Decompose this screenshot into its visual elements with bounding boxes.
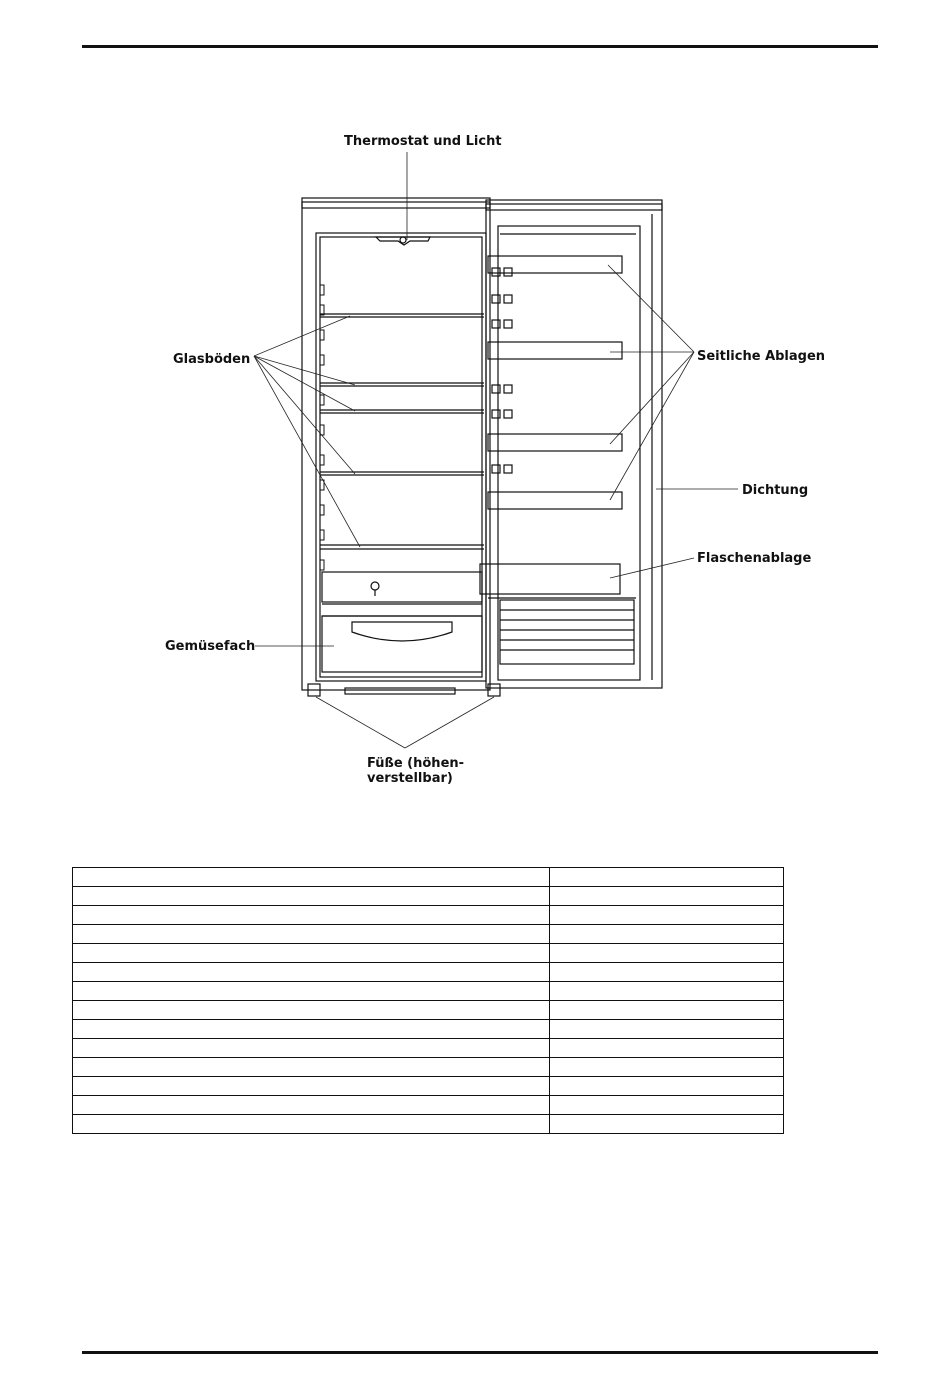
cabinet-inner-2 xyxy=(320,237,482,677)
table-row xyxy=(73,1077,784,1096)
table-cell-value xyxy=(550,906,784,925)
table-cell-value xyxy=(550,1039,784,1058)
table-cell-value xyxy=(550,944,784,963)
table-row xyxy=(73,1039,784,1058)
table-row xyxy=(73,1115,784,1134)
table-row xyxy=(73,887,784,906)
table-cell-value xyxy=(550,1096,784,1115)
cabinet-outline xyxy=(302,202,490,690)
table-cell-label xyxy=(73,1096,550,1115)
table-cell-value xyxy=(550,1058,784,1077)
leader-fuss-left xyxy=(316,697,405,748)
table-cell-label xyxy=(73,887,550,906)
table-row xyxy=(73,925,784,944)
crisper-handle xyxy=(352,622,452,641)
door-inner xyxy=(498,226,640,680)
label-seitliche-ablagen: Seitliche Ablagen xyxy=(697,349,826,364)
table-row xyxy=(73,1020,784,1039)
thermostat-housing xyxy=(376,237,430,245)
door-outline xyxy=(486,204,662,688)
table-cell-value xyxy=(550,982,784,1001)
spec-table xyxy=(72,867,784,1134)
table-cell-label xyxy=(73,982,550,1001)
label-dichtung: Dichtung xyxy=(742,483,809,498)
label-flaschenablage: Flaschenablage xyxy=(697,551,812,566)
door-knobs xyxy=(492,268,512,473)
crisper-cover xyxy=(322,572,482,602)
table-cell-label xyxy=(73,944,550,963)
table-cell-value xyxy=(550,868,784,887)
table-cell-value xyxy=(550,925,784,944)
leader-seit-1 xyxy=(608,265,694,352)
label-fuesse-line2: verstellbar) xyxy=(367,771,453,786)
cabinet-top xyxy=(302,198,490,208)
label-glasboeden: Glasböden xyxy=(173,352,251,367)
door-shelf-2 xyxy=(488,342,622,359)
leader-glas-4 xyxy=(254,356,355,474)
door-grille xyxy=(500,600,634,664)
table-cell-label xyxy=(73,906,550,925)
table-cell-label xyxy=(73,1058,550,1077)
door-shelf-4 xyxy=(488,492,622,509)
table-cell-value xyxy=(550,1001,784,1020)
door-shelf-1 xyxy=(488,256,622,273)
table-cell-label xyxy=(73,1115,550,1134)
table-cell-value xyxy=(550,1077,784,1096)
table-cell-label xyxy=(73,963,550,982)
table-cell-label xyxy=(73,1039,550,1058)
cabinet-inner xyxy=(316,233,486,681)
table-row xyxy=(73,944,784,963)
table-cell-value xyxy=(550,887,784,906)
table-cell-label xyxy=(73,1020,550,1039)
crisper-drawer xyxy=(322,616,482,672)
table-row xyxy=(73,868,784,887)
table-cell-value xyxy=(550,1115,784,1134)
table-cell-label xyxy=(73,868,550,887)
table-cell-label xyxy=(73,925,550,944)
table-row xyxy=(73,906,784,925)
label-gemuesefach: Gemüsefach xyxy=(165,639,256,654)
table-cell-value xyxy=(550,1020,784,1039)
table-row xyxy=(73,1058,784,1077)
label-thermostat: Thermostat und Licht xyxy=(344,134,502,149)
table-row xyxy=(73,982,784,1001)
door-top xyxy=(486,200,662,210)
leader-fuss-right xyxy=(405,697,494,748)
table-cell-label xyxy=(73,1001,550,1020)
table-row xyxy=(73,1096,784,1115)
table-cell-label xyxy=(73,1077,550,1096)
table-cell-value xyxy=(550,963,784,982)
label-fuesse-line1: Füße (höhen- xyxy=(367,756,465,771)
glass-shelves xyxy=(320,314,484,549)
footer-rule xyxy=(82,1351,878,1354)
table-row xyxy=(73,963,784,982)
door-shelf-3 xyxy=(488,434,622,451)
leader-glas-2 xyxy=(254,356,355,385)
bottle-shelf xyxy=(480,564,620,594)
table-row xyxy=(73,1001,784,1020)
